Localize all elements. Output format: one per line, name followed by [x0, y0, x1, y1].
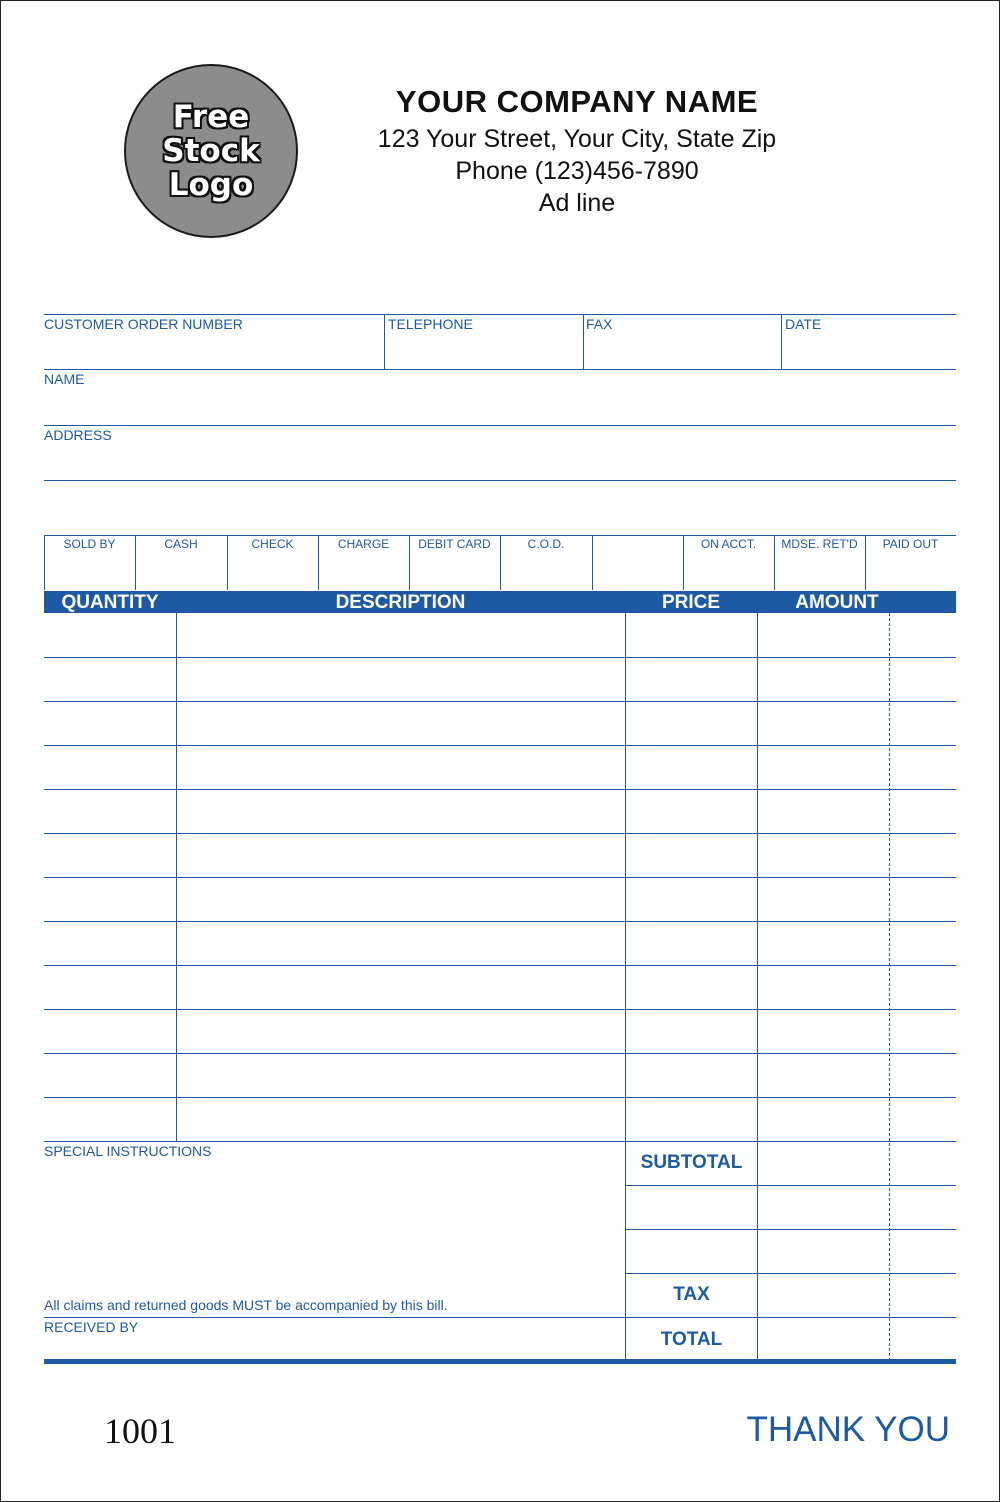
payment-debit-card[interactable]: DEBIT CARD	[418, 537, 491, 551]
payment-on-acct[interactable]: ON ACCT.	[700, 537, 757, 551]
divider	[592, 535, 593, 590]
description-cell[interactable]	[178, 615, 625, 656]
company-name: YOUR COMPANY NAME	[395, 84, 759, 119]
price-header: PRICE	[661, 592, 721, 613]
payment-charge[interactable]: CHARGE	[337, 537, 390, 551]
form-number: 1001	[104, 1411, 176, 1451]
row-divider	[44, 965, 956, 966]
thank-you-text: THANK YOU	[746, 1410, 950, 1449]
divider	[583, 314, 584, 370]
price-cell[interactable]	[627, 1011, 757, 1052]
quantity-cell[interactable]	[44, 615, 176, 656]
amount-cell[interactable]	[759, 923, 955, 964]
special-instructions-field[interactable]	[44, 1143, 624, 1293]
name-field[interactable]	[44, 371, 956, 425]
description-cell[interactable]	[178, 1055, 625, 1096]
divider	[384, 314, 385, 370]
amount-cell[interactable]	[759, 1055, 955, 1096]
price-cell[interactable]	[627, 879, 757, 920]
price-cell[interactable]	[627, 967, 757, 1008]
address-label: ADDRESS	[44, 427, 112, 443]
total-field[interactable]	[759, 1319, 955, 1359]
company-logo	[124, 64, 298, 238]
description-cell[interactable]	[178, 747, 625, 788]
row-divider	[44, 1053, 956, 1054]
customer-order-number-label: CUSTOMER ORDER NUMBER	[44, 316, 243, 332]
description-cell[interactable]	[178, 791, 625, 832]
date-field[interactable]	[783, 316, 955, 370]
quantity-cell[interactable]	[44, 967, 176, 1008]
amount-cell[interactable]	[759, 703, 955, 744]
price-cell[interactable]	[627, 747, 757, 788]
col-divider-description	[625, 613, 626, 1361]
tax-field[interactable]	[759, 1275, 955, 1317]
subtotal-label: SUBTOTAL	[640, 1152, 743, 1173]
quantity-cell[interactable]	[44, 879, 176, 920]
customer-order-number-field[interactable]	[44, 316, 384, 370]
company-ad-line: Ad line	[538, 189, 616, 217]
total-label: TOTAL	[660, 1329, 723, 1350]
special-instructions-label: SPECIAL INSTRUCTIONS	[44, 1143, 212, 1159]
rule	[625, 1185, 956, 1186]
claims-note: All claims and returned goods MUST be accompanied by this bill.	[44, 1297, 448, 1313]
row-divider	[44, 833, 956, 834]
row-divider	[44, 1097, 956, 1098]
rule	[44, 1141, 956, 1142]
extra-total-field[interactable]	[759, 1231, 955, 1273]
address-field[interactable]	[44, 427, 956, 481]
payment-sold-by[interactable]: SOLD BY	[63, 537, 116, 551]
description-cell[interactable]	[178, 703, 625, 744]
quantity-cell[interactable]	[44, 1011, 176, 1052]
rule	[625, 1229, 956, 1230]
amount-cell[interactable]	[759, 879, 955, 920]
price-cell[interactable]	[627, 1099, 757, 1140]
tax-label: TAX	[673, 1284, 710, 1305]
quantity-cell[interactable]	[44, 791, 176, 832]
price-cell[interactable]	[627, 615, 757, 656]
payment-mdse-retd[interactable]: MDSE. RET'D	[781, 537, 858, 551]
received-by-label: RECEIVED BY	[44, 1319, 139, 1335]
description-cell[interactable]	[178, 879, 625, 920]
rule-top	[44, 314, 956, 315]
quantity-header: QUANTITY	[61, 592, 159, 613]
amount-cell[interactable]	[759, 967, 955, 1008]
row-divider	[44, 1009, 956, 1010]
col-divider-price	[757, 613, 758, 1361]
logo-line-2: Stock	[162, 133, 260, 169]
rule	[625, 1273, 956, 1274]
telephone-label: TELEPHONE	[388, 316, 473, 332]
description-cell[interactable]	[178, 1011, 625, 1052]
amount-cell[interactable]	[759, 659, 955, 700]
quantity-cell[interactable]	[44, 747, 176, 788]
row-divider	[44, 921, 956, 922]
description-header: DESCRIPTION	[335, 592, 466, 613]
logo-line-1: Free	[172, 99, 250, 135]
amount-header: AMOUNT	[795, 592, 879, 613]
row-divider	[44, 657, 956, 658]
row-divider	[44, 789, 956, 790]
price-cell[interactable]	[627, 1055, 757, 1096]
payment-paid-out[interactable]: PAID OUT	[882, 537, 939, 551]
payment-cod[interactable]: C.O.D.	[527, 537, 565, 551]
quantity-cell[interactable]	[44, 923, 176, 964]
quantity-cell[interactable]	[44, 1099, 176, 1140]
description-cell[interactable]	[178, 835, 625, 876]
amount-cell[interactable]	[759, 835, 955, 876]
date-label: DATE	[785, 316, 822, 332]
rule	[44, 369, 956, 370]
name-label: NAME	[44, 371, 85, 387]
divider	[781, 314, 782, 370]
price-cell[interactable]	[627, 791, 757, 832]
price-cell[interactable]	[627, 659, 757, 700]
amount-cell[interactable]	[759, 747, 955, 788]
amount-cell[interactable]	[759, 615, 955, 656]
received-by-field[interactable]	[44, 1319, 624, 1359]
logo-line-3: Logo	[168, 167, 254, 203]
payment-cash[interactable]: CASH	[164, 537, 198, 551]
fax-field[interactable]	[585, 316, 780, 370]
row-divider	[44, 877, 956, 878]
fax-label: FAX	[586, 316, 613, 332]
bottom-rule	[44, 1359, 956, 1364]
description-cell[interactable]	[178, 659, 625, 700]
header-notch	[920, 613, 956, 614]
quantity-cell[interactable]	[44, 835, 176, 876]
telephone-field[interactable]	[386, 316, 582, 370]
rule	[44, 425, 956, 426]
subtotal-field[interactable]	[759, 1143, 955, 1185]
price-cell[interactable]	[627, 923, 757, 964]
row-divider	[44, 745, 956, 746]
description-cell[interactable]	[178, 1099, 625, 1140]
amount-cell[interactable]	[759, 1011, 955, 1052]
quantity-cell[interactable]	[44, 1055, 176, 1096]
quantity-cell[interactable]	[44, 659, 176, 700]
description-cell[interactable]	[178, 967, 625, 1008]
company-phone: Phone (123)456-7890	[455, 157, 699, 185]
company-address: 123 Your Street, Your City, State Zip	[377, 125, 777, 153]
price-cell[interactable]	[627, 835, 757, 876]
quantity-cell[interactable]	[44, 703, 176, 744]
rule	[44, 1317, 956, 1318]
amount-cell[interactable]	[759, 1099, 955, 1140]
amount-cell[interactable]	[759, 791, 955, 832]
row-divider	[44, 701, 956, 702]
extra-total-field[interactable]	[759, 1187, 955, 1229]
price-cell[interactable]	[627, 703, 757, 744]
payment-check[interactable]: CHECK	[251, 537, 294, 551]
rule	[44, 480, 956, 481]
description-cell[interactable]	[178, 923, 625, 964]
